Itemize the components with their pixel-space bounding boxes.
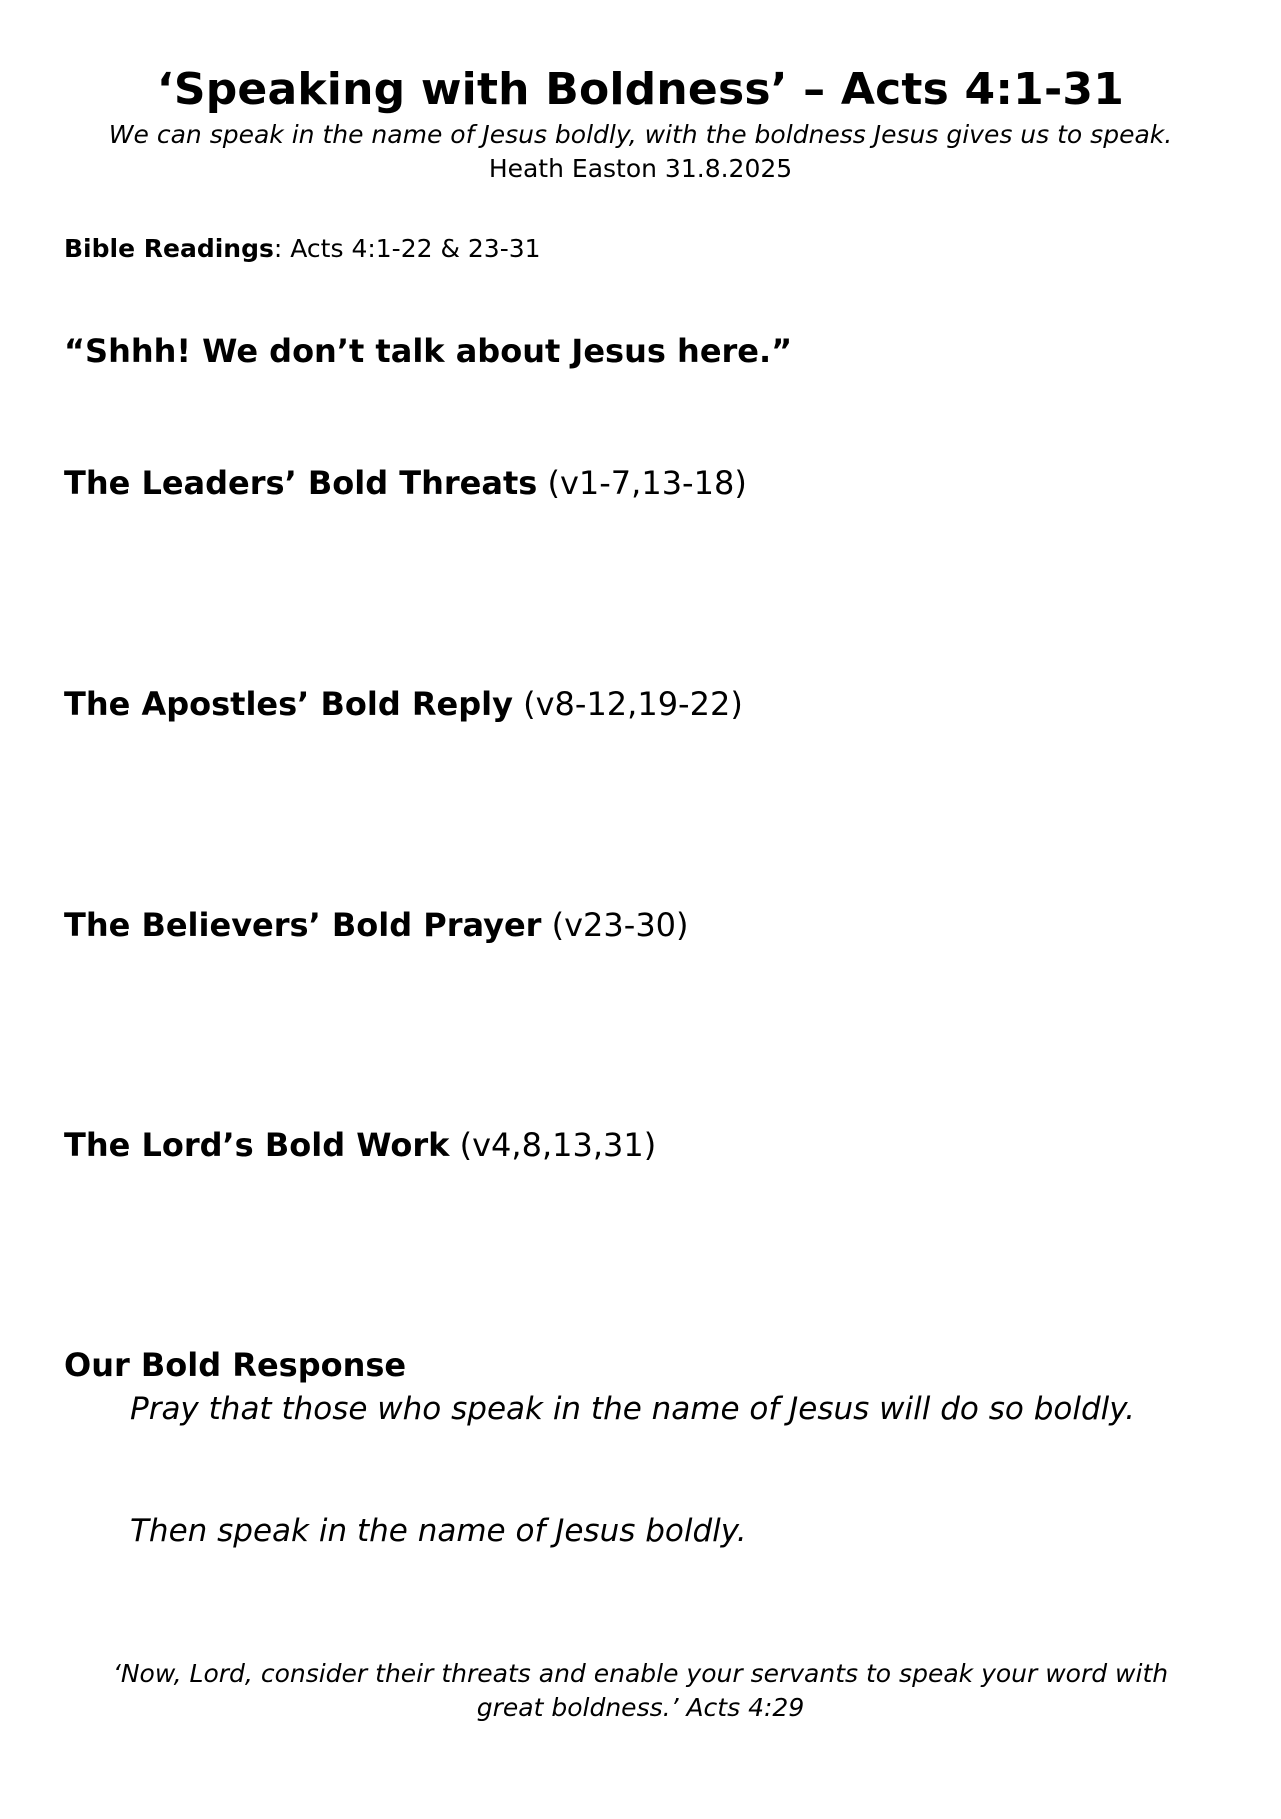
- section-leaders-threats: [64, 462, 747, 504]
- section-heading: The Leaders’ Bold Threats: [64, 464, 538, 502]
- header: [0, 62, 1281, 186]
- section-reference: (v1-7,13-18): [537, 464, 747, 502]
- section-reference: (v23-30): [541, 906, 689, 944]
- author-date: Heath Easton 31.8.2025: [488, 154, 793, 183]
- response-line-speak: Then speak in the name of Jesus boldly.: [130, 1513, 747, 1549]
- bible-readings-colon: :: [273, 234, 283, 263]
- response-heading: Our Bold Response: [64, 1346, 407, 1384]
- page-subtitle: We can speak in the name of Jesus boldly, with the boldness Jesus gives us to speak.: [108, 120, 1173, 149]
- bible-readings-value: Acts 4:1-22 & 23-31: [282, 234, 541, 263]
- page-title: ‘Speaking with Boldness’ – Acts 4:1-31: [156, 64, 1125, 115]
- section-heading: The Believers’ Bold Prayer: [64, 906, 542, 944]
- section-believers-prayer: [64, 904, 689, 946]
- section-reference: (v8-12,19-22): [512, 685, 743, 723]
- footer-verse-line-1: ‘Now, Lord, consider their threats and enable your servants to speak your word with: [112, 1659, 1169, 1688]
- section-heading: The Lord’s Bold Work: [64, 1126, 450, 1164]
- bible-readings: [64, 232, 541, 266]
- opening-quote: “Shhh! We don’t talk about Jesus here.”: [64, 332, 793, 370]
- section-lords-work: [64, 1124, 656, 1166]
- response-line-pray: Pray that those who speak in the name of Jesus will do so boldly.: [130, 1391, 1136, 1427]
- section-apostles-reply: [64, 683, 743, 725]
- bible-readings-label: Bible Readings: [64, 234, 274, 263]
- footer-verse-line-2: great boldness.’ Acts 4:29: [476, 1693, 805, 1722]
- section-reference: (v4,8,13,31): [449, 1126, 657, 1164]
- footer-verse: [0, 1657, 1281, 1725]
- section-heading: The Apostles’ Bold Reply: [64, 685, 513, 723]
